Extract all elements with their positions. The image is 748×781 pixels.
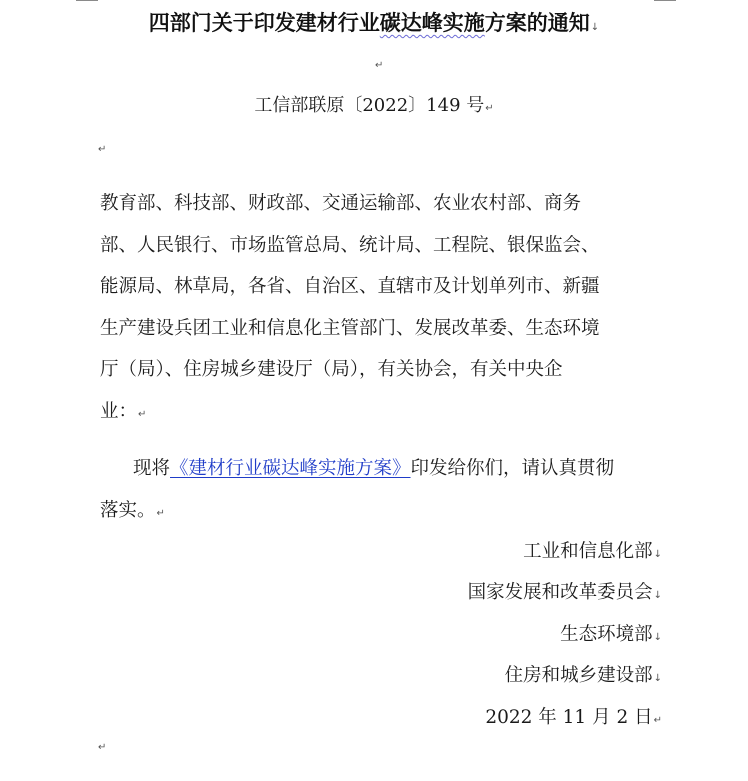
line-break-mark: ↓ xyxy=(590,22,600,33)
signatory-miit: 工业和信息化部↓ xyxy=(523,541,662,562)
paragraph-mark: ↵ xyxy=(138,408,147,420)
plan-document-link[interactable]: 《建材行业碳达峰实施方案》 xyxy=(170,458,411,479)
recipients-line: 能源局、林草局，各省、自治区、直辖市及计划单列市、新疆 xyxy=(100,276,600,297)
recipients-line: 厅（局）、住房城乡建设厅（局），有关协会，有关中央企 xyxy=(100,359,563,380)
crop-mark-right xyxy=(654,0,676,1)
recipients-line: 部、人民银行、市场监管总局、统计局、工程院、银保监会、 xyxy=(100,234,600,256)
notice-suffix: 印发给你们，请认真贯彻 xyxy=(410,458,615,479)
title-part-1: 四部门关于印发建材行业 xyxy=(148,10,380,35)
paragraph-mark: ↵ xyxy=(485,103,494,114)
recipients-line-last: 业：↵ xyxy=(100,400,147,422)
signatory-mohurd: 住房和城乡建设部↓ xyxy=(504,665,662,686)
document-number xyxy=(0,92,748,123)
notice-line-2: 落实。↵ xyxy=(100,499,165,521)
paragraph-mark: ↵ xyxy=(653,715,662,726)
recipients-line: 教育部、科技部、财政部、交通运输部、农业农村部、商务 xyxy=(100,193,582,214)
line-break-mark: ↓ xyxy=(653,632,662,643)
title-part-2: 方案的通知 xyxy=(484,10,590,35)
notice-paragraph xyxy=(100,448,660,534)
line-break-mark: ↓ xyxy=(653,549,662,560)
notice-line-1 xyxy=(100,448,660,490)
line-break-mark: ↓ xyxy=(653,590,662,601)
document-number-text: 工信部联原〔2022〕149 号 xyxy=(254,95,485,116)
title-spellcheck-part[interactable]: 碳达峰实施 xyxy=(379,10,485,35)
line-break-mark: ↓ xyxy=(653,673,662,684)
document-date: 2022 年 11 月 2 日↵ xyxy=(485,707,662,728)
signatory-mee: 生态环境部↓ xyxy=(560,624,662,645)
paragraph-mark: ↵ xyxy=(156,507,165,519)
empty-paragraph-mark: ↵ xyxy=(98,144,107,155)
notice-prefix: 现将 xyxy=(133,458,171,479)
empty-paragraph-mark: ↵ xyxy=(98,742,107,753)
crop-mark-left xyxy=(76,0,98,1)
signatory-ndrc: 国家发展和改革委员会↓ xyxy=(467,582,662,603)
empty-paragraph-mark: ↵ xyxy=(375,60,384,71)
recipients-line: 生产建设兵团工业和信息化主管部门、发展改革委、生态环境 xyxy=(100,317,600,339)
document-title xyxy=(0,6,748,45)
recipients-paragraph xyxy=(100,183,660,435)
